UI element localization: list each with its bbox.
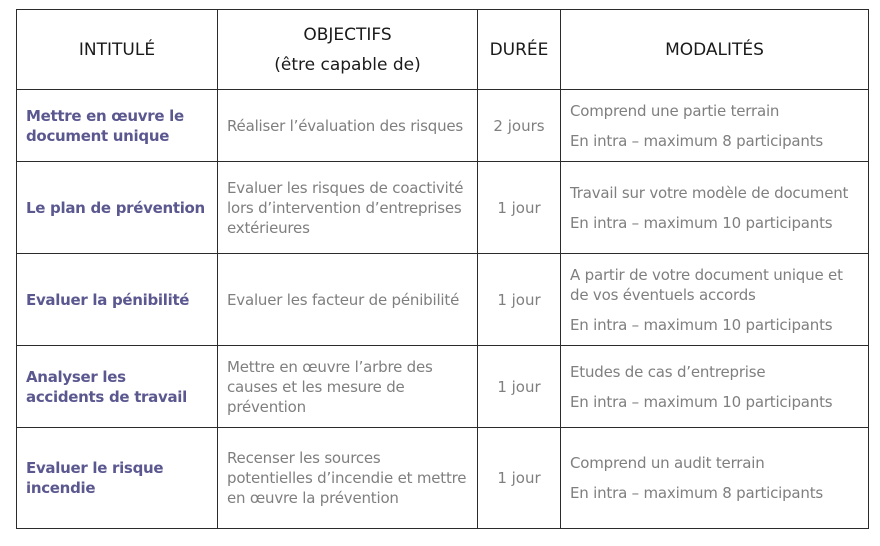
row-objectif: Evaluer les facteur de pénibilité — [218, 254, 478, 346]
row-objectif: Recenser les sources potentielles d’incendie et mettre en œuvre la prévention — [218, 428, 478, 529]
modalite-line: En intra – maximum 8 participants — [570, 131, 824, 150]
row-duree: 1 jour — [478, 254, 561, 346]
table-row — [17, 254, 869, 346]
row-modalites — [561, 162, 869, 254]
row-objectif: Mettre en œuvre l’arbre des causes et les mesure de prévention — [218, 346, 478, 428]
table-header — [17, 10, 869, 90]
training-table — [16, 9, 869, 529]
table-row — [17, 346, 869, 428]
row-modalites — [561, 254, 869, 346]
row-duree: 1 jour — [478, 162, 561, 254]
row-objectif: Evaluer les risques de coactivité lors d’intervention d’entreprises extérieures — [218, 162, 478, 254]
header-duree: DURÉE — [478, 10, 561, 90]
row-modalites — [561, 346, 869, 428]
modalite-line: En intra – maximum 10 participants — [570, 213, 833, 232]
row-intitule: Le plan de prévention — [17, 162, 218, 254]
row-intitule: Evaluer le risque incendie — [17, 428, 218, 529]
modalite-line: A partir de votre document unique et de vos éventuels accords — [570, 265, 843, 304]
modalite-line: En intra – maximum 8 participants — [570, 484, 824, 502]
row-intitule: Analyser les accidents de travail — [17, 346, 218, 428]
row-modalites — [561, 90, 869, 162]
header-modalites: MODALITÉS — [561, 10, 869, 90]
row-modalites — [561, 428, 869, 529]
row-duree: 2 jours — [478, 90, 561, 162]
modalite-line: En intra – maximum 10 participants — [570, 392, 833, 411]
row-duree: 1 jour — [478, 346, 561, 428]
table-row — [17, 162, 869, 254]
header-intitule: INTITULÉ — [17, 10, 218, 90]
row-objectif: Réaliser l’évaluation des risques — [218, 90, 478, 162]
modalite-line: Comprend une partie terrain — [570, 101, 780, 120]
modalite-line: Comprend un audit terrain — [570, 454, 765, 472]
modalite-line: Etudes de cas d’entreprise — [570, 362, 766, 381]
modalite-line: Travail sur votre modèle de document — [570, 183, 849, 202]
header-objectifs-sub: (être capable de) — [274, 54, 421, 75]
row-intitule: Mettre en œuvre le document unique — [17, 90, 218, 162]
header-objectifs — [218, 10, 478, 90]
table-row — [17, 428, 869, 529]
row-intitule: Evaluer la pénibilité — [17, 254, 218, 346]
modalite-line: En intra – maximum 10 participants — [570, 315, 833, 334]
header-objectifs-label: OBJECTIFS — [303, 24, 392, 45]
row-duree: 1 jour — [478, 428, 561, 529]
table-row — [17, 90, 869, 162]
